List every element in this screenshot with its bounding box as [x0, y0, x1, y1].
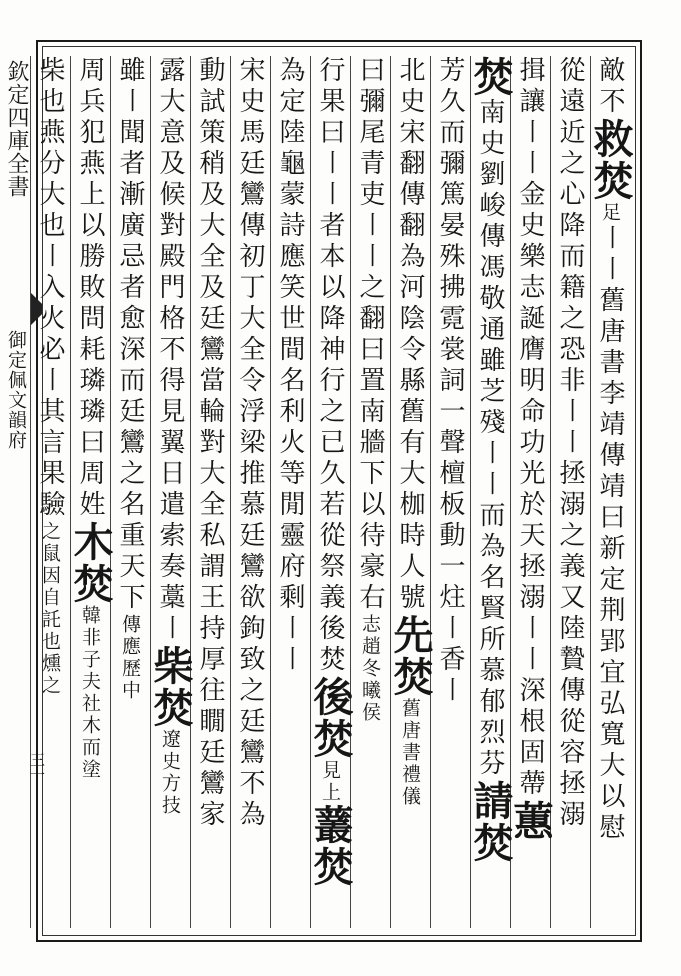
page-number: 三一	[28, 752, 46, 782]
text-column	[507, 56, 554, 928]
column-text: 宋史馬廷鸞傳初丁大全令浮梁推慕廷鸞欲鉤致之廷鸞不為	[235, 56, 265, 831]
column-text: 動試策稍及大全及廷鸞當輪對大全私謂王持厚往瞯廷鸞家	[195, 56, 225, 831]
column-text: 舊唐書禮儀	[399, 698, 421, 808]
column-text: 遼史方技	[159, 729, 181, 817]
column-text: 芳久而彌篤晏殊拂霓裳詞一聲檀板動一炷〡香〡	[435, 56, 465, 707]
column-text: 韓非子夫社木而塗	[79, 605, 101, 781]
headword: 䕺焚	[307, 804, 354, 888]
column-text: 舊唐書李靖傳靖曰新定荆郢宜弘寬大以慰	[595, 286, 625, 844]
margin-book-title: 欽定四庫全書	[4, 60, 29, 198]
column-text: 行果曰〡〡者本以降神行之已久若從祭義後焚	[315, 56, 345, 676]
column-text: 之鼠因自託也燻之	[39, 521, 61, 697]
headword: 救焚	[587, 118, 634, 202]
margin-section-title: 御定佩文韻府	[5, 330, 27, 450]
text-column	[430, 56, 470, 928]
text-column	[30, 56, 70, 928]
column-text: 周兵犯燕上以勝敗問耗璘璘曰周姓	[75, 56, 105, 521]
column-text: 揖讓〡〡金史樂志誕膺明命功光於天拯溺〡〡深根固蔕	[515, 56, 545, 800]
column-text: 志趙冬曦侯	[359, 614, 381, 724]
headword: 後焚	[307, 676, 354, 760]
column-text: 從遠近之心降而籍之恐非〡〡拯溺之義又陸贄傳從容拯溺	[555, 56, 585, 831]
column-text: 足	[599, 202, 621, 224]
column-text: 為定陸龜蒙詩應笑世間名利火等閒靈府剩〡〡	[275, 56, 305, 676]
text-column	[230, 56, 270, 928]
column-text: 傳應歷中	[119, 614, 141, 702]
headword: 先焚	[387, 614, 434, 698]
text-column	[67, 56, 114, 928]
column-text: 北史宋翻傳翻為河陰令縣舊有大枷時人號	[395, 56, 425, 614]
text-column	[350, 56, 390, 928]
column-text: 敵不	[595, 56, 625, 118]
text-column	[270, 56, 310, 928]
text-column	[387, 56, 434, 928]
text-column	[190, 56, 230, 928]
column-text: 柴也燕分大也〡入火必〡其言果驗	[35, 56, 65, 521]
headword: 木焚	[67, 521, 114, 605]
column-text: 曰彌尾青吏〡〡之翻曰置南牆下以待豪右	[355, 56, 385, 614]
text-column	[147, 56, 194, 928]
headword: 蕙	[507, 800, 554, 842]
column-text: 南史劉峻傳馮敬通雖芝殘〡〡而為名賢所慕郁烈芬	[475, 98, 505, 780]
headword: 焚	[467, 56, 514, 98]
text-column	[587, 56, 634, 928]
text-column	[307, 56, 354, 928]
column-text: 見上	[319, 760, 341, 804]
column-text: 〡〡	[595, 224, 625, 286]
column-text: 雖〡聞者漸廣忌者愈深而廷鸞之名重天下	[115, 56, 145, 614]
column-text: 露大意及候對殿門格不得見翼日遣索奏藁〡	[155, 56, 185, 645]
text-column	[550, 56, 590, 928]
text-column	[110, 56, 150, 928]
headword: 柴焚	[147, 645, 194, 729]
text-column	[467, 56, 514, 928]
headword: 請焚	[467, 780, 514, 864]
